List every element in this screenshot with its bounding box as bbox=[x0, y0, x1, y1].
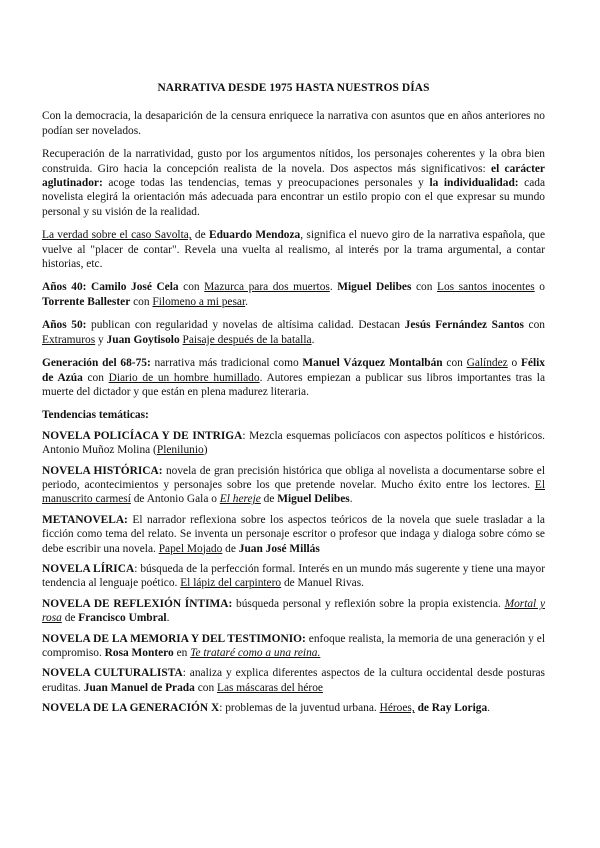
narratividad-paragraph: Recuperación de la narratividad, gusto por los argumentos nítidos, los personajes coherentes y la obra bien construida. Giro hacia la concepción realista de la novela. Dos aspectos más significativos: el carácter aglutinador: acoge todas las tendencias, temas y preocupaciones personales y la individualidad: cada novelista elegirá la orientación más adecuada para encontrar un estilo propio con el que expresar su mundo personal y su visión de la realidad. bbox=[42, 148, 546, 218]
generacion-68-paragraph: Generación del 68-75: narrativa más tradicional como Manuel Vázquez Montalbán con Galíndez o Félix de Azúa con Diario de un hombre humillado. Autores empiezan a publicar sus libros importantes tras la muerte del dictador y que están en plena madurez literaria. bbox=[42, 357, 545, 398]
work-title: La verdad sobre el caso Savolta, bbox=[42, 229, 192, 242]
anos-40-paragraph: Años 40: Camilo José Cela con Mazurca para dos muertos. Miguel Delibes con Los santos inocentes o Torrente Ballester con Filomeno a mi pesar. bbox=[42, 281, 545, 308]
novela-reflexion-intima: NOVELA DE REFLEXIÓN ÍNTIMA: búsqueda personal y reflexión sobre la propia existencia. Mortal y rosa de Francisco Umbral. bbox=[42, 597, 545, 625]
novela-lirica: NOVELA LÍRICA: búsqueda de la perfección formal. Interés en un mundo más sugerente y tiene una mayor tendencia al lenguaje poético. El lápiz del carpintero de Manuel Rivas. bbox=[42, 562, 545, 590]
savolta-paragraph: La verdad sobre el caso Savolta, de Eduardo Mendoza, significa el nuevo giro de la narrativa española, que vuelve al "placer de contar". Revela una vuelta al realismo, al interés por la trama argumental, a contar historias, etc. bbox=[42, 229, 545, 271]
novela-policiaca: NOVELA POLICÍACA Y DE INTRIGA: Mezcla esquemas policíacos con aspectos políticos e históricos. Antonio Muñoz Molina (Plenilunio) bbox=[42, 429, 545, 457]
novela-culturalista: NOVELA CULTURALISTA: analiza y explica diferentes aspectos de la cultura occidental desde posturas eruditas. Juan Manuel de Prada con Las máscaras del héroe bbox=[42, 667, 545, 694]
author-name: Eduardo Mendoza bbox=[208, 229, 301, 242]
anos-50-paragraph: Años 50: publican con regularidad y novelas de altísima calidad. Destacan Jesús Fernández Santos con Extramuros y Juan Goytisolo Paisaje después de la batalla. bbox=[42, 319, 545, 346]
page-title: NARRATIVA DESDE 1975 HASTA NUESTROS DÍAS bbox=[157, 82, 430, 94]
intro-paragraph: Con la democracia, la desaparición de la censura enriquece la narrativa con asuntos que en años anteriores no podían ser novelados. bbox=[42, 110, 545, 137]
novela-memoria-testimonio: NOVELA DE LA MEMORIA Y DEL TESTIMONIO: enfoque realista, la memoria de una generación y el compromiso. Rosa Montero en Te trataré como a una reina. bbox=[42, 632, 545, 659]
novela-generacion-x: NOVELA DE LA GENERACIÓN X: problemas de la juventud urbana. Héroes, de Ray Loriga. bbox=[42, 702, 491, 715]
tendencias-heading: Tendencias temáticas: bbox=[42, 409, 149, 422]
metanovela: METANOVELA: El narrador reflexiona sobre los aspectos teóricos de la novela que suele trasladar a la ficción como tema del relato. Se inventa un personaje escritor o profesor que indaga y dialoga sobre cómo se debe escribir una novela. Papel Mojado de Juan José Millás bbox=[42, 513, 545, 555]
novela-historica: NOVELA HISTÓRICA: novela de gran precisión histórica que obliga al novelista a documentarse sobre el periodo, acontecimientos y personajes sobre los que pretende novelar. Mucho éxito entre los lectores. El manuscrito carmesí de Antonio Gala o El hereje de Miguel Delibes. bbox=[42, 464, 545, 506]
